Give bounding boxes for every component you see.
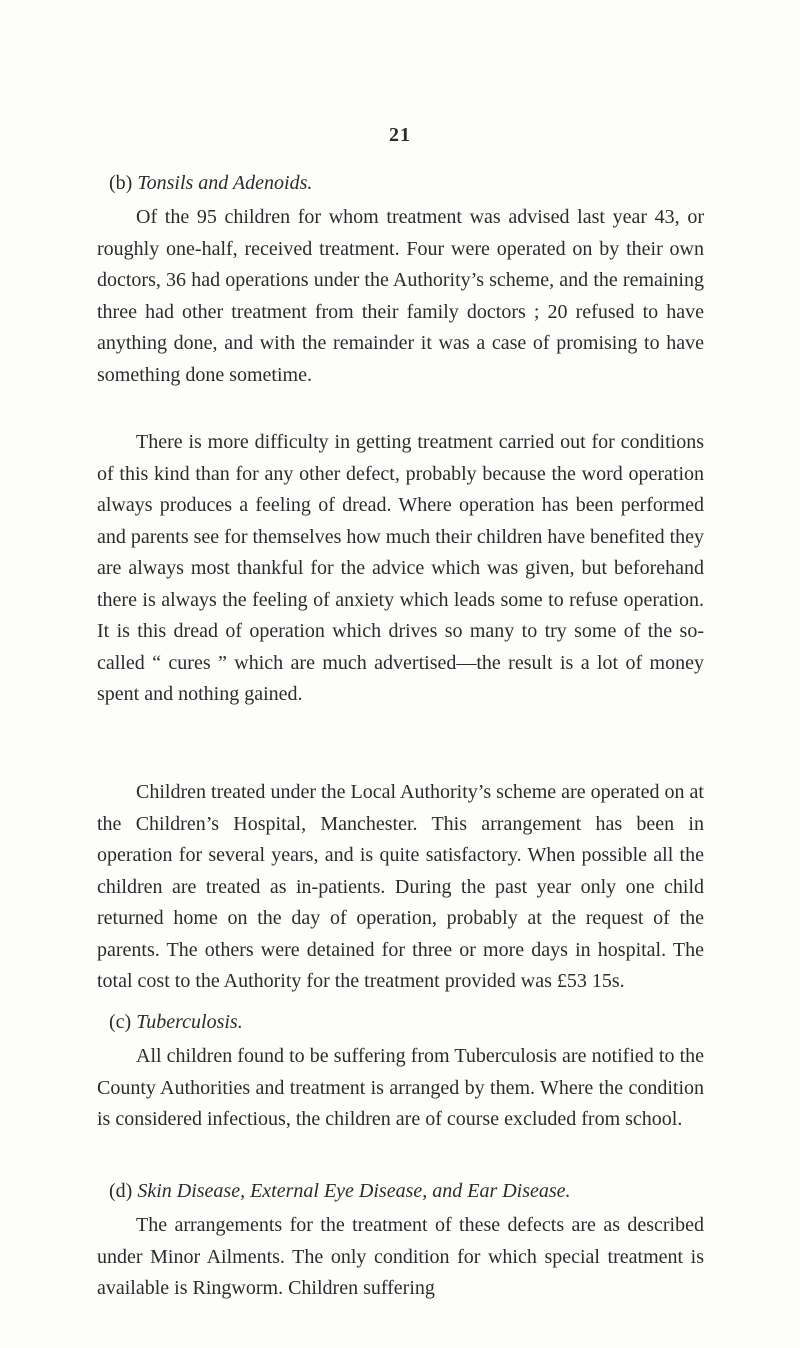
section-heading-skin-eye-ear <box>109 1176 571 1206</box>
section-letter: (d) <box>109 1180 133 1202</box>
section-title: Tonsils and Adenoids. <box>137 172 313 194</box>
section-heading-tonsils <box>109 168 312 198</box>
paragraph: There is more difficulty in getting treatment carried out for conditions of this kind than for any other defect, probably because the word operation always produces a feeling of dread. Where operation has been performed and parents see for themselves how much their children have benefited they are always most thankful for the advice which was given, but beforehand there is always the feeling of anxiety which leads some to refuse operation. It is this dread of operation which drives so many to try some of the so-called “ cures ” which are much advertised—the result is a lot of money spent and nothing gained. <box>97 431 705 705</box>
section-heading-tuberculosis <box>109 1007 243 1037</box>
section-letter: (b) <box>109 172 133 194</box>
paragraph: The arrangements for the treatment of these defects are as described under Minor Ailments. The only condition for which special treatment is available is Ringworm. Children suffering <box>97 1214 704 1299</box>
section-title: Skin Disease, External Eye Disease, and Ear Disease. <box>137 1180 571 1202</box>
paragraph: All children found to be suffering from Tuberculosis are notified to the County Authorities and treatment is arranged by them. Where the condition is considered infectious, the children are of course excluded from school. <box>97 1045 704 1130</box>
paragraph: Children treated under the Local Authority’s scheme are operated on at the Children’s Hospital, Manchester. This arrangement has been in operation for several years, and is quite satisfactory. When possible all the children are treated as in-patients. During the past year only one child returned home on the day of operation, probably at the request of the parents. The others were detained for three or more days in hospital. The total cost to the Authority for the treatment provided was £53 15s. <box>97 781 704 992</box>
section-letter: (c) <box>109 1011 132 1033</box>
section-title: Tuberculosis. <box>136 1011 243 1033</box>
page-number: 21 <box>389 124 411 146</box>
paragraph: Of the 95 children for whom treatment was advised last year 43, or roughly one-half, received treatment. Four were operated on by their own doctors, 36 had operations under the Authority’s scheme, and the remaining three had other treatment from their family doctors ; 20 refused to have anything done, and with the remainder it was a case of promising to have something done sometime. <box>97 206 704 386</box>
